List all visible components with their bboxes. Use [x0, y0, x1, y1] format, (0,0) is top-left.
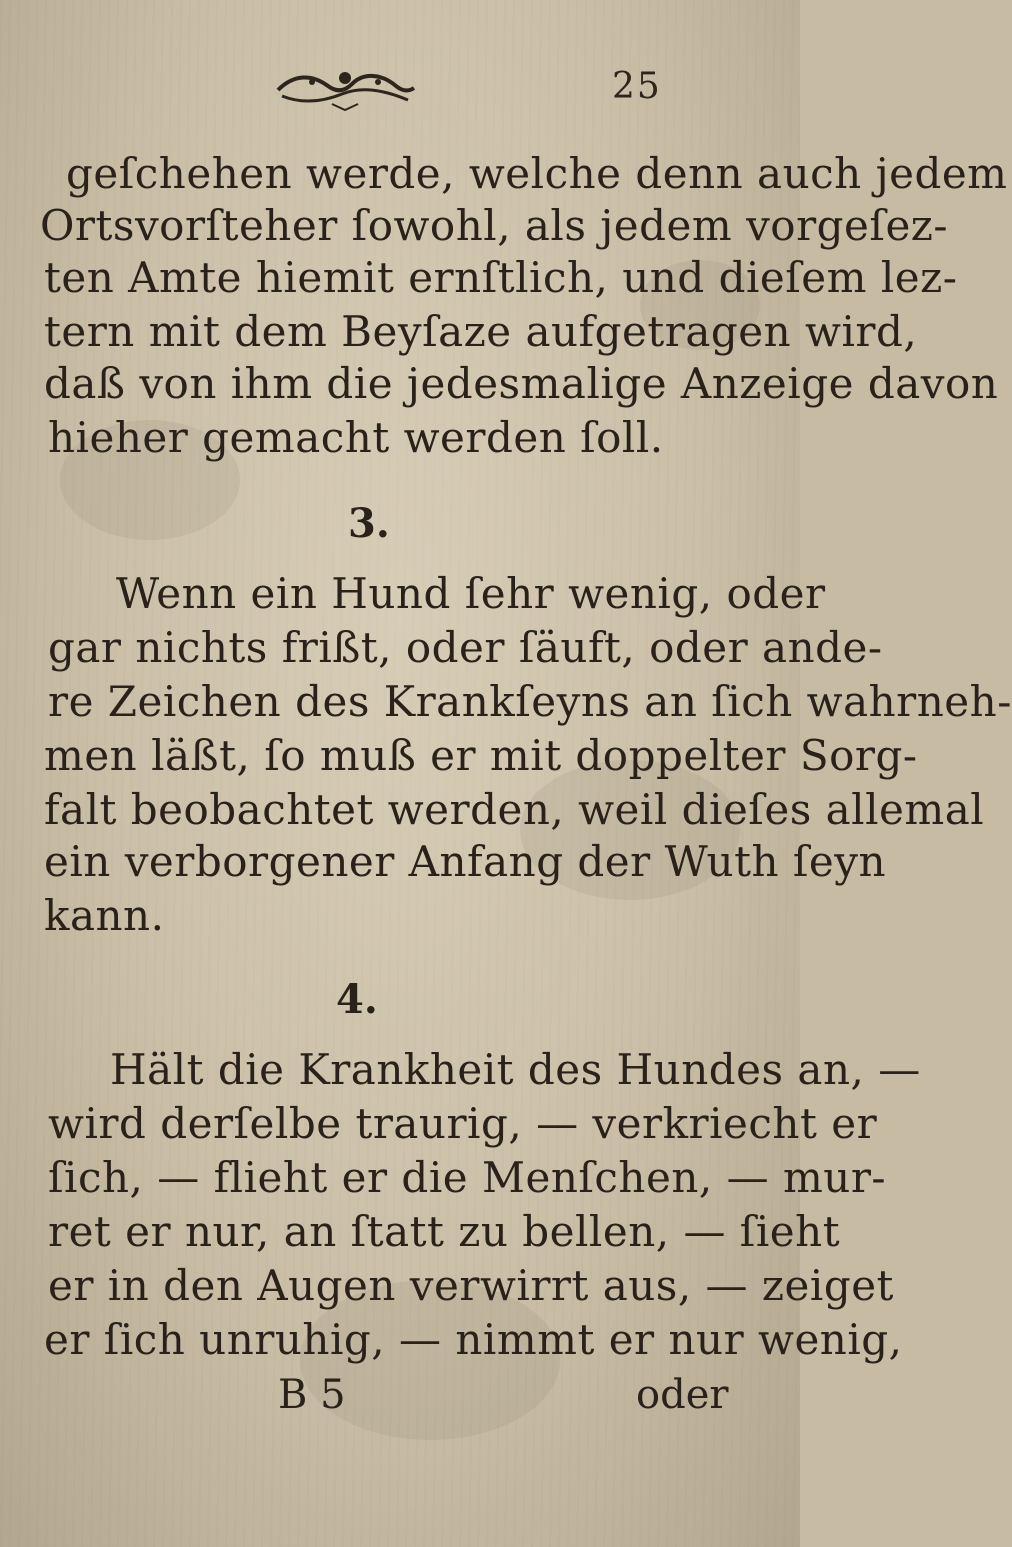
- text-line: falt beobachtet werden, weil dieſes allemal: [44, 785, 985, 834]
- text-line: gar nichts frißt, oder ſäuft, oder ande-: [48, 623, 883, 672]
- text-line: ſich, — flieht er die Menſchen, — mur-: [48, 1153, 887, 1202]
- text-line: ten Amte hiemit ernſtlich, und dieſem lez-: [44, 253, 958, 302]
- section-number: 4.: [336, 976, 378, 1023]
- text-line: Ortsvorſteher ſowohl, als jedem vorgeſez-: [40, 201, 949, 250]
- text-line: kann.: [44, 891, 165, 940]
- text-line: Wenn ein Hund ſehr wenig, oder: [116, 569, 826, 618]
- signature-mark: B 5: [278, 1372, 346, 1418]
- text-line: geſchehen werde, welche denn auch jedem: [66, 149, 1008, 198]
- section-number: 3.: [348, 500, 390, 547]
- text-line: ein verborgener Anfang der Wuth ſeyn: [44, 837, 887, 886]
- text-line: re Zeichen des Krankſeyns an ſich wahrneh-: [48, 677, 1012, 726]
- text-line: men läßt, ſo muß er mit doppelter Sorg-: [44, 731, 918, 780]
- text-line: wird derſelbe traurig, — verkriecht er: [48, 1099, 878, 1148]
- text-line: hieher gemacht werden ſoll.: [48, 413, 664, 462]
- text-line: tern mit dem Beyſaze aufgetragen wird,: [44, 307, 918, 356]
- text-line: ret er nur, an ſtatt zu bellen, — ſieht: [48, 1207, 841, 1256]
- text-line: Hält die Krankheit des Hundes an, —: [110, 1045, 921, 1094]
- catchword: oder: [636, 1372, 729, 1418]
- page-number: 25: [612, 66, 662, 107]
- text-line: er ſich unruhig, — nimmt er nur wenig,: [44, 1315, 903, 1364]
- text-line: daß von ihm die jedesmalige Anzeige davon: [44, 359, 999, 408]
- text-line: er in den Augen verwirrt aus, — zeiget: [48, 1261, 894, 1310]
